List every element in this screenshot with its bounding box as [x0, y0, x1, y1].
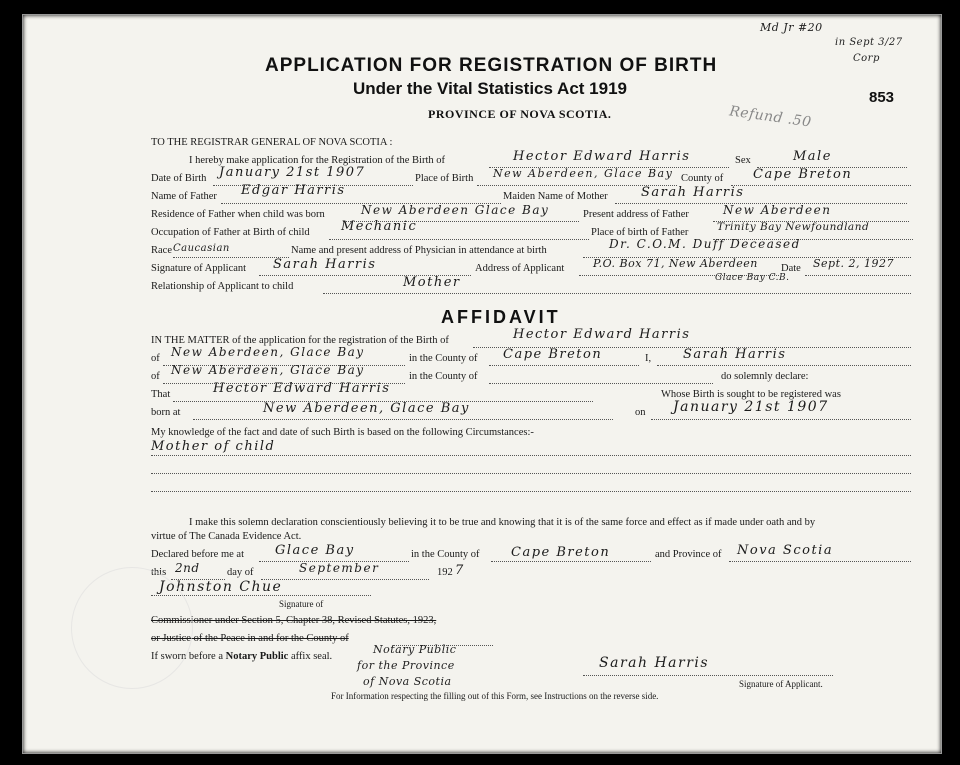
- signature-of-label: Signature of: [279, 599, 324, 609]
- province-heading: PROVINCE OF NOVA SCOTIA.: [428, 107, 612, 121]
- occupation-value: Mechanic: [341, 219, 418, 234]
- pob-father-value: Trinity Bay Newfoundland: [717, 221, 870, 233]
- commissioner-line: Commissioner under Section 5, Chapter 38, Revised Statutes, 1923,: [151, 615, 437, 626]
- father-value: Edgar Harris: [241, 183, 346, 198]
- affidavit-on-value: January 21st 1907: [673, 399, 829, 415]
- sex-value: Male: [793, 149, 832, 164]
- notary-prefix: If sworn before a: [151, 651, 224, 662]
- footer-instructions: For Information respecting the filling out of this Form, see Instructions on the reverse side.: [331, 691, 659, 701]
- corner-note-1: Md Jr #20: [760, 21, 823, 34]
- present-father-value: New Aberdeen: [723, 203, 832, 217]
- affidavit-heading: AFFIDAVIT: [441, 307, 561, 327]
- affidavit-solemnly-label: do solemnly declare:: [721, 371, 809, 382]
- date-label: Date: [781, 263, 801, 274]
- affidavit-on-label: on: [635, 407, 646, 418]
- affidavit-county-value: Cape Breton: [503, 347, 603, 362]
- county-label: County of: [681, 173, 724, 184]
- corner-note-2: in Sept 3/27: [835, 37, 903, 48]
- month-value: September: [299, 561, 380, 575]
- pob-label: Place of Birth: [415, 173, 474, 184]
- race-label: Race: [151, 245, 172, 256]
- res-father-value: New Aberdeen Glace Bay: [361, 203, 550, 217]
- affidavit-born-label: born at: [151, 407, 181, 418]
- affidavit-of2-value: New Aberdeen, Glace Bay: [171, 363, 365, 377]
- application-label: I hereby make application for the Registration of the Birth of: [189, 155, 446, 166]
- declared-label: Declared before me at: [151, 549, 244, 560]
- notary-handwriting-1: Notary Public: [373, 643, 457, 656]
- commissioner-signature: Johnston Chue: [159, 579, 283, 595]
- relationship-value: Mother: [403, 275, 461, 290]
- affidavit-of2-label: of: [151, 371, 160, 382]
- affidavit-whose-label: Whose Birth is sought to be registered was: [661, 389, 841, 400]
- addr-applicant-label: Address of Applicant: [475, 263, 565, 274]
- physician-value: Dr. C.O.M. Duff Deceased: [609, 237, 801, 251]
- present-father-label: Present address of Father: [583, 209, 689, 220]
- year-label: 192: [437, 567, 453, 578]
- signature-of-applicant-label: Signature of Applicant.: [739, 679, 823, 689]
- county-value: Cape Breton: [753, 167, 853, 182]
- affidavit-that-label: That: [151, 389, 171, 400]
- addr-applicant-value-2: Glace Bay C.B.: [715, 273, 790, 283]
- affidavit-i-label: I,: [645, 353, 652, 364]
- affidavit-of-label: of: [151, 353, 160, 364]
- this-label: this: [151, 567, 167, 578]
- day-of-label: day of: [227, 567, 254, 578]
- day-value: 2nd: [175, 561, 200, 575]
- notary-seal: [71, 567, 193, 689]
- maiden-value: Sarah Harris: [641, 185, 745, 200]
- notary-bold: Notary Public: [225, 651, 289, 662]
- corner-note-3: Corp: [853, 53, 880, 64]
- notary-handwriting-3: of Nova Scotia: [363, 675, 452, 688]
- notary-handwriting-2: for the Province: [357, 659, 455, 672]
- relationship-label: Relationship of Applicant to child: [151, 281, 294, 292]
- race-value: Caucasian: [173, 243, 230, 254]
- solemn-declaration-text-2: virtue of The Canada Evidence Act.: [151, 531, 302, 542]
- declared-county-value: Cape Breton: [511, 545, 611, 560]
- sex-label: Sex: [735, 155, 751, 166]
- declared-value: Glace Bay: [275, 543, 355, 558]
- notary-suffix: affix seal.: [290, 651, 333, 662]
- addressee-line: TO THE REGISTRAR GENERAL OF NOVA SCOTIA :: [151, 137, 393, 148]
- affidavit-circumstance-value: Mother of child: [151, 439, 276, 454]
- declared-province-label: and Province of: [655, 549, 722, 560]
- pob-father-label: Place of birth of Father: [591, 227, 689, 238]
- pob-value: New Aberdeen, Glace Bay: [493, 167, 674, 180]
- birth-registration-form: [22, 14, 942, 754]
- declared-province-value: Nova Scotia: [737, 543, 834, 558]
- solemn-declaration-text: I make this solemn declaration conscientiously believing it to be true and knowing that it is of the same force and effect as if made under oath and by: [189, 517, 816, 528]
- physician-label: Name and present address of Physician in attendance at birth: [291, 245, 547, 256]
- child-name-value: Hector Edward Harris: [513, 149, 691, 164]
- form-title: APPLICATION FOR REGISTRATION OF BIRTH: [265, 55, 718, 76]
- year-value: 7: [455, 563, 465, 578]
- affidavit-declarant-value: Sarah Harris: [683, 347, 787, 362]
- affidavit-county2-label: in the County of: [409, 371, 478, 382]
- sig-applicant-value: Sarah Harris: [273, 257, 377, 272]
- affidavit-of-value: New Aberdeen, Glace Bay: [171, 345, 365, 359]
- affidavit-knowledge-label: My knowledge of the fact and date of such Birth is based on the following Circumstances:-: [151, 427, 534, 438]
- maiden-label: Maiden Name of Mother: [503, 191, 608, 202]
- affidavit-child-value: Hector Edward Harris: [513, 327, 691, 342]
- form-subtitle: Under the Vital Statistics Act 1919: [353, 79, 627, 98]
- refund-note: Refund .50: [728, 103, 813, 131]
- applicant-signature: Sarah Harris: [599, 655, 710, 671]
- addr-applicant-value: P.O. Box 71, New Aberdeen: [593, 257, 758, 270]
- occupation-label: Occupation of Father at Birth of child: [151, 227, 310, 238]
- res-father-label: Residence of Father when child was born: [151, 209, 325, 220]
- affidavit-county-label: in the County of: [409, 353, 478, 364]
- sig-applicant-label: Signature of Applicant: [151, 263, 247, 274]
- father-label: Name of Father: [151, 191, 217, 202]
- date-value: Sept. 2, 1927: [813, 257, 894, 270]
- affidavit-born-value: New Aberdeen, Glace Bay: [263, 401, 470, 416]
- justice-line: or Justice of the Peace in and for the County of: [151, 633, 349, 644]
- declared-county-label: in the County of: [411, 549, 480, 560]
- affidavit-matter-label: IN THE MATTER of the application for the registration of the Birth of: [151, 335, 449, 346]
- form-number: 853: [869, 89, 895, 106]
- dob-value: January 21st 1907: [219, 165, 366, 180]
- dob-label: Date of Birth: [151, 173, 207, 184]
- affidavit-that-value: Hector Edward Harris: [213, 381, 391, 396]
